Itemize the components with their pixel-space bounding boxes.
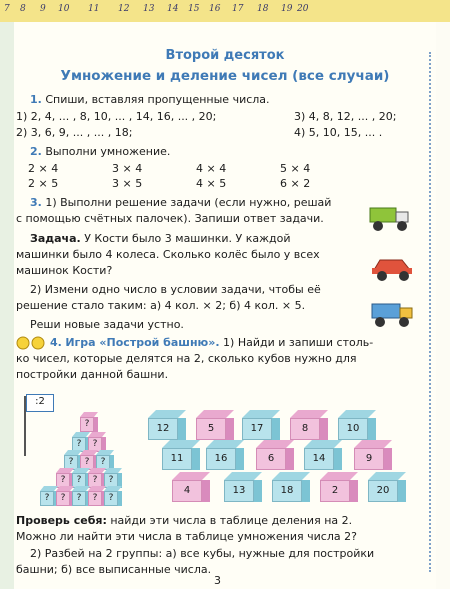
task3-part2: 2) Измени одно число в условии задачи, чтобы её xyxy=(30,283,321,296)
check-line: 2) Разбей на 2 группы: а) все кубы, нужные для постройки xyxy=(30,547,375,560)
number-cube: 6 xyxy=(256,440,296,470)
task3-text: 1) Выполни решение задачи (если нужно, решай xyxy=(45,196,332,209)
tower-cube: ? xyxy=(104,486,122,506)
task3-part3: Реши новые задачи устно. xyxy=(30,318,184,331)
ruler-number: 18 xyxy=(257,4,269,14)
check-line: башни; б) все выписанные числа. xyxy=(16,563,212,576)
task3-line: с помощью счётных палочек). Запиши ответ задачи. xyxy=(16,212,324,225)
dump-truck-icon xyxy=(366,202,414,234)
ruler-number: 15 xyxy=(188,4,200,14)
tower-cube: ? xyxy=(56,468,74,488)
tower-cube: ? xyxy=(88,432,106,452)
ruler-number: 14 xyxy=(167,4,179,14)
ruler-number: 19 xyxy=(281,4,293,14)
ruler-number: 8 xyxy=(20,4,26,14)
number-cube: 8 xyxy=(290,410,330,440)
zadacha-line xyxy=(30,232,290,245)
zadacha-label: Задача. xyxy=(30,232,81,245)
multiplication-cell: 5 × 4 xyxy=(280,162,311,175)
tower-cube: ? xyxy=(72,432,90,452)
number-cube: 18 xyxy=(272,472,312,502)
task-number: 4. xyxy=(50,336,62,349)
red-car-icon xyxy=(370,252,416,282)
smiley-icons xyxy=(16,335,48,351)
number-cube: 5 xyxy=(196,410,236,440)
tower-cube: ? xyxy=(88,468,106,488)
tower-cube: ? xyxy=(72,468,90,488)
number-cube: 12 xyxy=(148,410,188,440)
task1-row: 2) 3, 6, 9, ... , ... , 18; xyxy=(16,126,133,139)
task4-title: Игра «Построй башню». xyxy=(65,336,220,349)
tower-cube: ? xyxy=(72,486,90,506)
tower-illustration xyxy=(20,390,150,508)
section-title: Второй десяток xyxy=(165,48,285,63)
check-text: найди эти числа в таблице деления на 2. xyxy=(110,514,353,527)
number-cube: 20 xyxy=(368,472,408,502)
multiplication-cell: 2 × 5 xyxy=(28,177,59,190)
ruler-number: 11 xyxy=(88,4,100,14)
multiplication-cell: 2 × 4 xyxy=(28,162,59,175)
task1-header xyxy=(30,93,270,106)
ruler-number: 10 xyxy=(58,4,70,14)
task-number: 3. xyxy=(30,196,42,209)
number-cube: 4 xyxy=(172,472,212,502)
tower-cube: ? xyxy=(40,486,58,506)
zadacha-line: машинок Кости? xyxy=(16,264,113,277)
number-cube: 10 xyxy=(338,410,378,440)
multiplication-cell: 4 × 5 xyxy=(196,177,227,190)
task1-row: 3) 4, 8, 12, ... , 20; xyxy=(294,110,397,123)
tower-cube: ? xyxy=(80,412,98,432)
task4-header xyxy=(50,336,373,349)
task3-line xyxy=(30,196,331,209)
number-cube: 2 xyxy=(320,472,360,502)
task3-part2: решение стало таким: а) 4 кол. × 2; б) 4 кол. × 5. xyxy=(16,299,306,312)
task-number: 1. xyxy=(30,93,42,106)
top-ruler xyxy=(0,0,450,22)
tower-cube: ? xyxy=(88,486,106,506)
number-cube: 9 xyxy=(354,440,394,470)
left-margin-strip xyxy=(0,22,14,589)
ruler-number: 13 xyxy=(143,4,155,14)
main-title: Умножение и деление чисел (все случаи) xyxy=(60,68,390,84)
multiplication-cell: 3 × 4 xyxy=(112,162,143,175)
page-number: 3 xyxy=(214,574,221,587)
task1-row: 4) 5, 10, 15, ... . xyxy=(294,126,383,139)
dotted-margin-line xyxy=(425,52,431,572)
number-cube: 14 xyxy=(304,440,344,470)
task1-text: Спиши, вставляя пропущенные числа. xyxy=(45,93,270,106)
blue-truck-icon xyxy=(368,296,416,330)
tower-cube: ? xyxy=(96,450,114,470)
multiplication-cell: 4 × 4 xyxy=(196,162,227,175)
task4-line: ко чисел, которые делятся на 2, сколько кубов нужно для xyxy=(16,352,357,365)
multiplication-cell: 3 × 5 xyxy=(112,177,143,190)
tower-cube: ? xyxy=(104,468,122,488)
ruler-number: 16 xyxy=(209,4,221,14)
number-cube: 11 xyxy=(162,440,202,470)
textbook-page xyxy=(14,22,436,589)
number-cube: 13 xyxy=(224,472,264,502)
flag: :2 xyxy=(26,394,54,412)
ruler-number: 17 xyxy=(232,4,244,14)
multiplication-cell: 6 × 2 xyxy=(280,177,311,190)
zadacha-line: машинки было 4 колеса. Сколько колёс было у всех xyxy=(16,248,320,261)
task2-text: Выполни умножение. xyxy=(45,145,171,158)
zadacha-text: У Кости было 3 машинки. У каждой xyxy=(84,232,291,245)
number-cube: 17 xyxy=(242,410,282,440)
task4-text: 1) Найди и запиши столь- xyxy=(223,336,374,349)
ruler-number: 9 xyxy=(40,4,46,14)
task-number: 2. xyxy=(30,145,42,158)
task4-line: постройки данной башни. xyxy=(16,368,169,381)
tower-cube: ? xyxy=(64,450,82,470)
tower-cube: ? xyxy=(56,486,74,506)
ruler-number: 20 xyxy=(297,4,309,14)
number-cube: 16 xyxy=(206,440,246,470)
check-label: Проверь себя: xyxy=(16,514,107,527)
ruler-number: 7 xyxy=(4,4,10,14)
check-line: Можно ли найти эти числа в таблице умножения числа 2? xyxy=(16,530,357,543)
tower-cube: ? xyxy=(80,450,98,470)
check-line xyxy=(16,514,352,527)
task1-row: 1) 2, 4, ... , 8, 10, ... , 14, 16, ... , 20; xyxy=(16,110,217,123)
task2-header xyxy=(30,145,170,158)
ruler-number: 12 xyxy=(118,4,130,14)
